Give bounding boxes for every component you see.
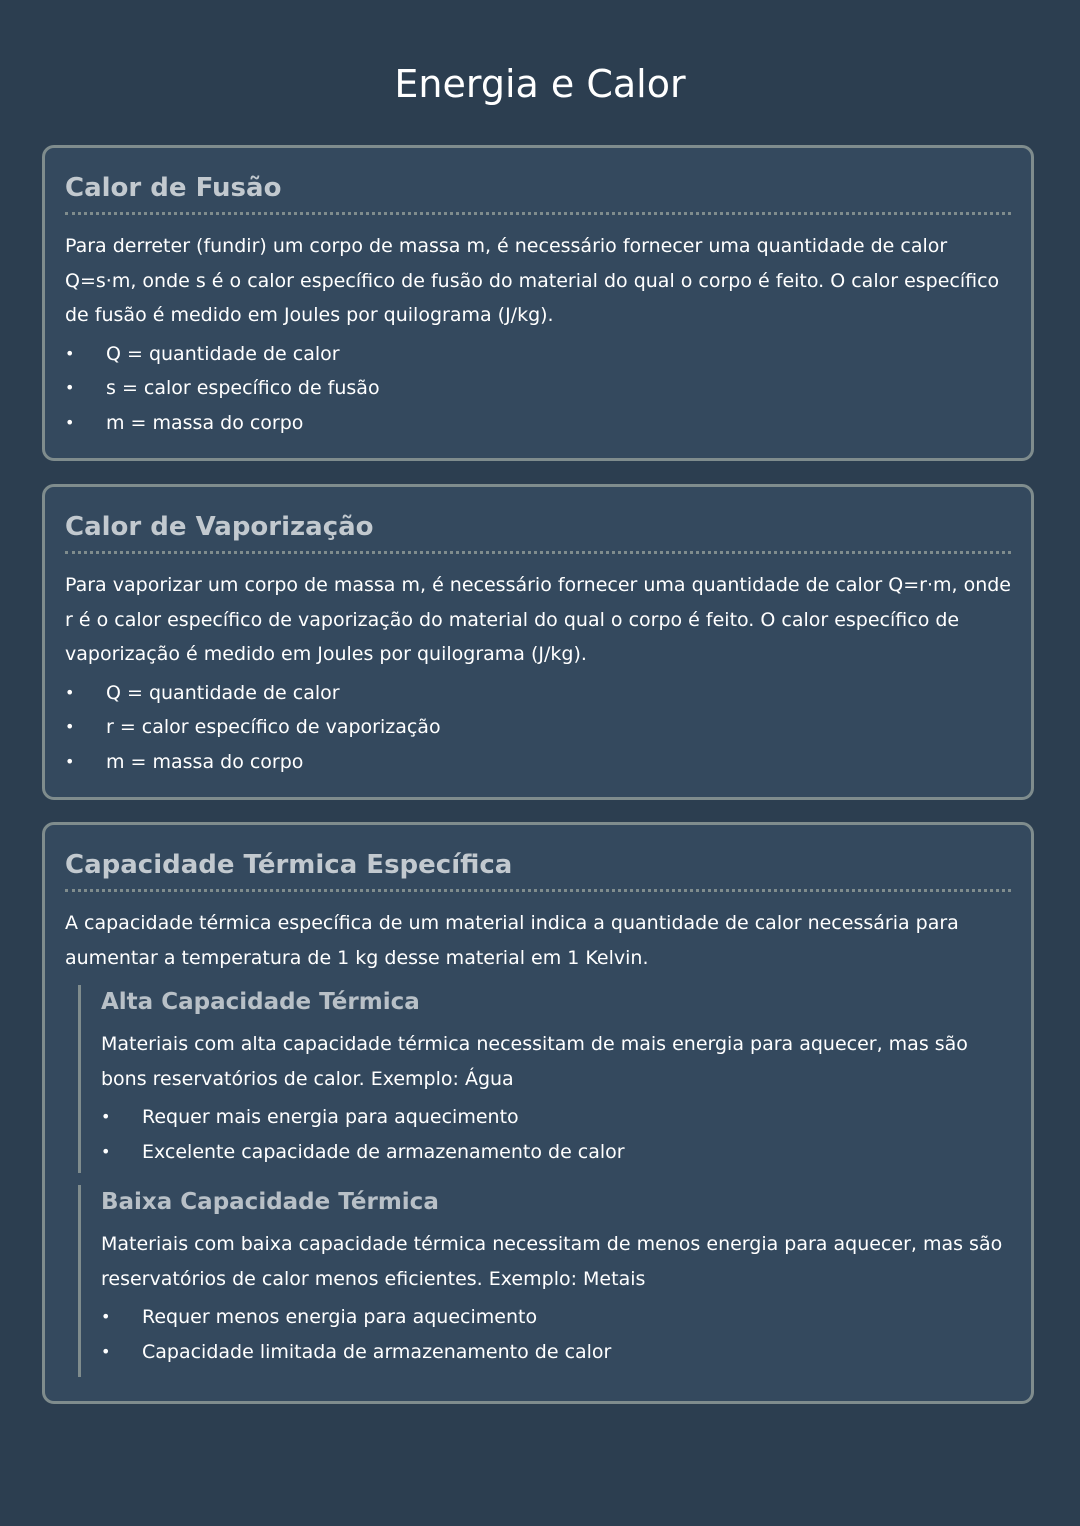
list-item: [101, 1335, 1011, 1370]
fusion-heat-title: Calor de Fusão: [65, 170, 1011, 215]
list-item: [65, 371, 1011, 406]
bullet-icon: •: [65, 682, 75, 702]
list-item-text: Excelente capacidade de armazenamento de calor: [142, 1140, 625, 1163]
bullet-icon: •: [101, 1107, 111, 1126]
list-item: [65, 710, 1011, 745]
list-item-text: Q = quantidade de calor: [106, 342, 340, 365]
vaporization-heat-title: Calor de Vaporização: [65, 509, 1011, 554]
list-item: [65, 676, 1011, 711]
bullet-icon: •: [65, 378, 75, 397]
bullet-icon: •: [101, 1141, 111, 1161]
low-capacity-list: [101, 1300, 1011, 1369]
vaporization-heat-list: [65, 676, 1011, 780]
list-item: [101, 1135, 1011, 1170]
low-capacity-subsection: [78, 1185, 1011, 1377]
list-item-text: Requer mais energia para aquecimento: [142, 1106, 519, 1128]
bullet-icon: •: [101, 1307, 111, 1326]
fusion-heat-description: Para derreter (fundir) um corpo de massa m, é necessário fornecer uma quantidade de calor Q=s·m, onde s é o calor específico de fusão do material do qual o corpo é feito. O calor específico de fusão é medido em Joules por quilograma (J/kg).: [65, 235, 1000, 326]
vaporization-heat-card: [42, 484, 1034, 800]
list-item: [65, 337, 1011, 372]
bullet-icon: •: [65, 751, 75, 771]
list-item-text: r = calor específico de vaporização: [106, 716, 441, 738]
high-capacity-subsection: [78, 985, 1011, 1173]
bullet-icon: •: [65, 343, 75, 363]
specific-heat-capacity-title: Capacidade Térmica Específica: [65, 847, 1011, 892]
low-capacity-description: Materiais com baixa capacidade térmica necessitam de menos energia para aquecer, mas são reservatórios de calor menos eficientes. Exemplo: Metais: [101, 1233, 1003, 1290]
list-item-text: m = massa do corpo: [106, 750, 304, 773]
list-item: [65, 406, 1011, 441]
low-capacity-title: Baixa Capacidade Térmica: [101, 1189, 439, 1215]
fusion-heat-card: [42, 145, 1034, 461]
list-item-text: Q = quantidade de calor: [106, 681, 340, 704]
specific-heat-capacity-description: A capacidade térmica específica de um material indica a quantidade de calor necessária para aumentar a temperatura de 1 kg desse material em 1 Kelvin.: [65, 912, 959, 969]
list-item-text: Capacidade limitada de armazenamento de calor: [142, 1340, 612, 1363]
high-capacity-title: Alta Capacidade Térmica: [101, 989, 420, 1015]
list-item-text: m = massa do corpo: [106, 411, 304, 434]
list-item-text: Requer menos energia para aquecimento: [142, 1306, 538, 1328]
list-item-text: s = calor específico de fusão: [106, 377, 380, 399]
list-item: [101, 1300, 1011, 1335]
fusion-heat-list: [65, 337, 1011, 441]
bullet-icon: •: [101, 1341, 111, 1361]
specific-heat-capacity-card: [42, 822, 1034, 1404]
page-title: Energia e Calor: [394, 62, 686, 106]
high-capacity-description: Materiais com alta capacidade térmica necessitam de mais energia para aquecer, mas são bons reservatórios de calor. Exemplo: Água: [101, 1033, 968, 1090]
high-capacity-list: [101, 1100, 1011, 1169]
vaporization-heat-description: Para vaporizar um corpo de massa m, é necessário fornecer uma quantidade de calor Q=r·m, onde r é o calor específico de vaporização do material do qual o corpo é feito. O calor específico de vaporização é medido em Joules por quilograma (J/kg).: [65, 574, 1011, 665]
list-item: [65, 745, 1011, 780]
list-item: [101, 1100, 1011, 1135]
bullet-icon: •: [65, 717, 75, 736]
bullet-icon: •: [65, 412, 75, 432]
